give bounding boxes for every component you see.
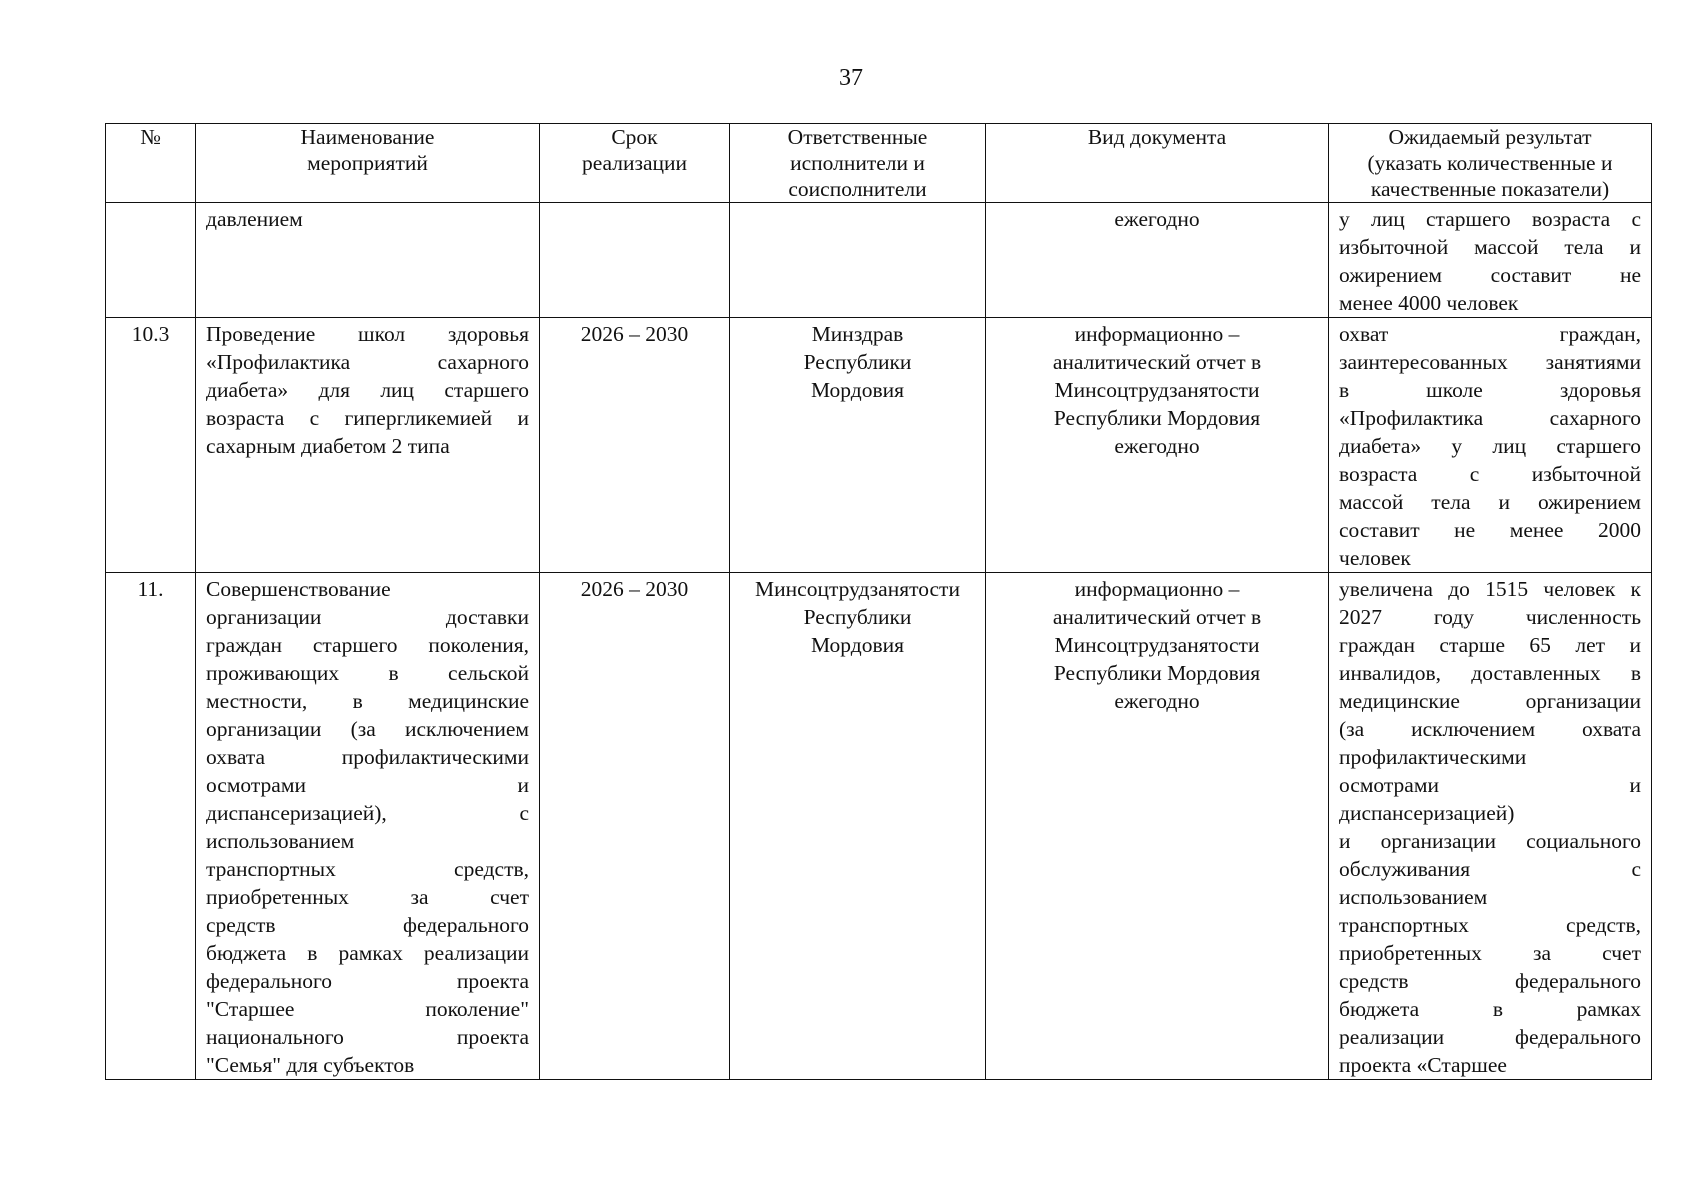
header-doc-type: Вид документа (986, 124, 1329, 203)
row-number: 11. (106, 573, 196, 1080)
text-line: охват граждан, (1339, 322, 1641, 346)
text-line: средств федерального (1339, 969, 1641, 993)
expected-result (1329, 203, 1652, 318)
text-line: граждан старшего поколения, (206, 633, 529, 657)
text-line: Республики Мордовия (1053, 661, 1261, 685)
text-line: Ожидаемый результат (1388, 125, 1592, 149)
text-line: аналитический отчет в (1052, 605, 1262, 629)
text-line: граждан старше 65 лет и (1339, 633, 1641, 657)
text-line: менее 4000 человек (1339, 291, 1519, 315)
text-line: национального проекта (206, 1025, 529, 1049)
text-line: инвалидов, доставленных в (1339, 661, 1641, 685)
text-line: и организации социального (1339, 829, 1641, 853)
text-line: "Семья" для субъектов (206, 1053, 415, 1077)
event-name (196, 203, 540, 318)
header-responsible (730, 124, 986, 203)
event-name (196, 573, 540, 1080)
text-line: (указать количественные и (1367, 151, 1613, 175)
text-line: диспансеризацией) (1339, 801, 1515, 825)
header-number: № (106, 124, 196, 203)
text-line: 2027 году численность (1339, 605, 1641, 629)
text-line: исполнители и (790, 151, 925, 175)
text-line: ожирением составит не (1339, 263, 1641, 287)
page-number: 37 (839, 65, 863, 91)
text-line: реализации (581, 151, 688, 175)
text-line: Срок (611, 125, 658, 149)
text-line: транспортных средств, (206, 857, 529, 881)
event-name (196, 318, 540, 573)
term (540, 203, 730, 318)
text-line: приобретенных за счет (1339, 941, 1641, 965)
term: 2026 – 2030 (540, 573, 730, 1080)
responsible (730, 318, 986, 573)
text-line: качественные показатели) (1370, 177, 1610, 201)
row-number: 10.3 (106, 318, 196, 573)
text-line: информационно – (1074, 577, 1240, 601)
term: 2026 – 2030 (540, 318, 730, 573)
text-line: медицинские организации (1339, 689, 1641, 713)
text-line: «Профилактика сахарного (1339, 406, 1641, 430)
text-line: возраста с избыточной (1339, 462, 1641, 486)
text-line: "Старшее поколение" (206, 997, 529, 1021)
text-line: Республики Мордовия (1053, 406, 1261, 430)
text-line: федерального проекта (206, 969, 529, 993)
text-line: увеличена до 1515 человек к (1339, 577, 1641, 601)
text-line: в школе здоровья (1339, 378, 1641, 402)
expected-result (1329, 318, 1652, 573)
text-line: местности, в медицинские (206, 689, 529, 713)
text-line: обслуживания с (1339, 857, 1641, 881)
text-line: мероприятий (307, 151, 428, 175)
header-term (540, 124, 730, 203)
text-line: диспансеризацией), с (206, 801, 529, 825)
text-line: организации доставки (206, 605, 529, 629)
table-row (106, 318, 1652, 573)
text-line: (за исключением охвата (1339, 717, 1641, 741)
text-line: бюджета в рамках (1339, 997, 1641, 1021)
text-line: человек (1339, 546, 1411, 570)
document-type (986, 318, 1329, 573)
text-line: транспортных средств, (1339, 913, 1641, 937)
text-line: бюджета в рамках реализации (206, 941, 529, 965)
text-line: Проведение школ здоровья (206, 322, 529, 346)
text-line: Мордовия (810, 633, 905, 657)
text-line: организации (за исключением (206, 717, 529, 741)
text-line: Ответственные (787, 125, 928, 149)
text-line: Совершенствование (206, 577, 391, 601)
text-line: приобретенных за счет (206, 885, 529, 909)
text-line: Минздрав (811, 322, 904, 346)
text-line: массой тела и ожирением (1339, 490, 1641, 514)
text-line: соисполнители (788, 177, 927, 201)
table-header-row (106, 124, 1652, 203)
text-line: Минсоцтрудзанятости (755, 577, 960, 601)
text-line: осмотрами и (1339, 773, 1641, 797)
text-line: сахарным диабетом 2 типа (206, 434, 450, 458)
header-result (1329, 124, 1652, 203)
text-line: Республики (803, 605, 912, 629)
text-line: реализации федерального (1339, 1025, 1641, 1049)
text-line: избыточной массой тела и (1339, 235, 1641, 259)
text-line: ежегодно (1114, 434, 1200, 458)
row-number (106, 203, 196, 318)
text-line: Республики (803, 350, 912, 374)
document-type (986, 203, 1329, 318)
text-line: ежегодно (1114, 689, 1200, 713)
text-line: проживающих в сельской (206, 661, 529, 685)
text-line: проекта «Старшее (1339, 1053, 1507, 1077)
expected-result (1329, 573, 1652, 1080)
text-line: диабета» для лиц старшего (206, 378, 529, 402)
text-line: охвата профилактическими (206, 745, 529, 769)
text-line: составит не менее 2000 (1339, 518, 1641, 542)
table-row (106, 203, 1652, 318)
text-line: использованием (1339, 885, 1488, 909)
text-line: у лиц старшего возраста с (1339, 207, 1641, 231)
responsible (730, 203, 986, 318)
table-row (106, 573, 1652, 1080)
header-name (196, 124, 540, 203)
text-line: Минсоцтрудзанятости (1054, 633, 1260, 657)
text-line: использованием (206, 829, 355, 853)
text-line: осмотрами и (206, 773, 529, 797)
text-line: Мордовия (810, 378, 905, 402)
text-line: возраста с гипергликемией и (206, 406, 529, 430)
text-line: профилактическими (1339, 745, 1527, 769)
events-table (105, 123, 1652, 1080)
document-type (986, 573, 1329, 1080)
text-line: диабета» у лиц старшего (1339, 434, 1641, 458)
text-line: ежегодно (1114, 207, 1200, 231)
responsible (730, 573, 986, 1080)
text-line: «Профилактика сахарного (206, 350, 529, 374)
text-line: средств федерального (206, 913, 529, 937)
text-line: Наименование (300, 125, 435, 149)
text-line: аналитический отчет в (1052, 350, 1262, 374)
text-line: заинтересованных занятиями (1339, 350, 1641, 374)
text-line: Минсоцтрудзанятости (1054, 378, 1260, 402)
text-line: давлением (206, 207, 303, 231)
text-line: информационно – (1074, 322, 1240, 346)
